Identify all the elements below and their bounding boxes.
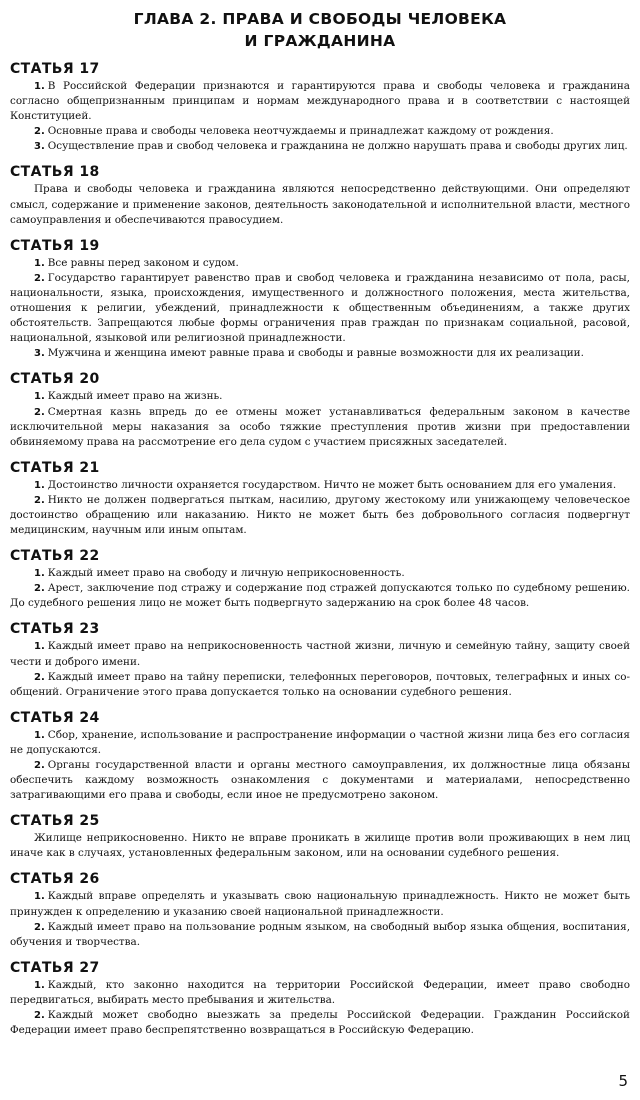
paragraph-number: 1. (34, 641, 45, 653)
article-title: СТАТЬЯ 20 (10, 371, 100, 388)
paragraph-number: 1. (34, 568, 45, 580)
article-paragraph (10, 182, 630, 227)
article-paragraph (10, 1008, 630, 1038)
paragraph-number: 2. (34, 1010, 45, 1022)
paragraph-text: Сбор, хранение, использование и распространение информации о частной жизни лица без его согласия не допускаются. (10, 728, 630, 756)
article-paragraph (10, 670, 630, 700)
articles-list (10, 60, 630, 1038)
article (10, 370, 630, 449)
article-title: СТАТЬЯ 22 (10, 548, 100, 565)
article-paragraph (10, 920, 630, 950)
paragraph-text: Права и свободы человека и гражданина являются непосредственно действующими. Они определяют смысл, содержание и применение законов, деятельность законодательной и исполнительной власти, местного самоуправления и обеспечиваются правосудием. (10, 183, 630, 226)
paragraph-text: Каждый имеет право на тайну переписки, телефонных переговоров, почтовых, телеграфных и иных сообщений. Ограничение этого права допускается только на основании судебного решения. (10, 670, 630, 698)
paragraph-number: 2. (34, 583, 45, 595)
article-paragraph (10, 493, 630, 538)
paragraph-text: Основные права и свободы человека неотчуждаемы и принадлежат каждому от рождения. (47, 125, 554, 138)
paragraph-text: Каждый вправе определять и указывать свою национальную принадлежность. Никто не может быть принужден к определению и указанию своей национальной принадлежности. (10, 890, 630, 918)
chapter-title-line-2: И ГРАЖДАНИНА (244, 32, 396, 50)
article (10, 709, 630, 803)
paragraph-number: 2. (34, 272, 45, 284)
article-paragraph (10, 79, 630, 124)
paragraph-number: 1. (34, 391, 45, 403)
paragraph-number: 2. (34, 671, 45, 683)
chapter-title-line-1: ГЛАВА 2. ПРАВА И СВОБОДЫ ЧЕЛОВЕКА (133, 10, 507, 28)
paragraph-number: 3. (34, 141, 45, 153)
paragraph-text: Каждый имеет право на неприкосновенность частной жизни, личную и семейную тайну, защиту своей чести и доброго имени. (10, 640, 630, 668)
chapter-title (10, 8, 630, 52)
article-paragraph (10, 389, 630, 404)
paragraph-text: В Российской Федерации признаются и гарантируются права и свободы человека и гражданина согласно общепризнанным принципам и нормам международного права и в соответствии с настоящей Конституцией. (10, 80, 630, 123)
paragraph-number: 1. (34, 979, 45, 991)
paragraph-number: 2. (34, 921, 45, 933)
paragraph-text: Органы государственной власти и органы местного самоуправления, их должностные лица обязаны обеспечить каждому возможность ознакомления с документами и материалами, непосредственно затрагивающими его права и свободы, если иное не предусмотрено законом. (10, 759, 630, 802)
paragraph-number: 2. (34, 494, 45, 506)
page (10, 8, 630, 1047)
article (10, 163, 630, 227)
article (10, 60, 630, 154)
paragraph-number: 1. (34, 81, 45, 92)
article-title: СТАТЬЯ 27 (10, 959, 100, 976)
article (10, 870, 630, 949)
article-title: СТАТЬЯ 17 (10, 61, 100, 77)
article-paragraph (10, 346, 630, 361)
article-paragraph (10, 139, 630, 154)
paragraph-text: Каждый может свободно выезжать за пределы Российской Федерации. Гражданин Российской Федерации имеет право беспрепятственно возвращаться в Российскую Федерацию. (10, 1009, 630, 1037)
paragraph-text: Государство гарантирует равенство прав и свобод человека и гражданина независимо от пола, расы, национальности, языка, происхождения, имущественного и должностного положения, места жительства, отношения к религии, убеждений, принадлежности к общественным объединениям, а также других обстоятельств. Запрещаются любые формы ограничения прав граждан по признакам социальной, расовой, национальной, языковой или религиозной принадлежности. (10, 271, 630, 345)
article-paragraph (10, 405, 630, 450)
article (10, 459, 630, 538)
page-number: 5 (618, 1072, 628, 1090)
article (10, 812, 630, 861)
paragraph-number: 1. (34, 891, 45, 903)
article-title: СТАТЬЯ 19 (10, 237, 100, 254)
article-paragraph (10, 978, 630, 1008)
article-title: СТАТЬЯ 26 (10, 871, 100, 888)
article (10, 959, 630, 1038)
article-paragraph (10, 478, 630, 493)
paragraph-text: Каждый имеет право на свободу и личную неприкосновенность. (47, 567, 405, 580)
paragraph-number: 1. (34, 257, 45, 269)
article-paragraph (10, 831, 630, 861)
paragraph-number: 3. (34, 348, 45, 360)
paragraph-text: Смертная казнь впредь до ее отмены может устанавливаться федеральным законом в качестве исключительной меры наказания за особо тяжкие преступления против жизни при предоставлении обвиняемому права на рассмотрение его дела судом с участием присяжных заседателей. (10, 405, 630, 448)
paragraph-text: Каждый имеет право на пользование родным языком, на свободный выбор языка общения, воспитания, обучения и творчества. (10, 920, 630, 948)
paragraph-text: Осуществление прав и свобод человека и гражданина не должно нарушать права и свободы других лиц. (47, 140, 628, 153)
article-paragraph (10, 271, 630, 346)
article (10, 547, 630, 611)
article-title: СТАТЬЯ 23 (10, 621, 100, 638)
article-title: СТАТЬЯ 21 (10, 459, 100, 476)
paragraph-number: 2. (34, 126, 45, 138)
paragraph-text: Все равны перед законом и судом. (47, 256, 239, 269)
paragraph-text: Никто не должен подвергаться пыткам, насилию, другому жестокому или унижающему человеческое достоинство обращению или наказанию. Никто не может быть без добровольного согласия подвергнут медицинским, научным или иным опытам. (10, 493, 630, 537)
article-paragraph (10, 639, 630, 669)
article-paragraph (10, 889, 630, 919)
article (10, 237, 630, 362)
article-paragraph (10, 566, 630, 581)
article-paragraph (10, 728, 630, 758)
paragraph-text: Достоинство личности охраняется государством. Ничто не может быть основанием для его умаления. (47, 478, 617, 491)
paragraph-text: Каждый имеет право на жизнь. (47, 390, 223, 403)
paragraph-text: Каждый, кто законно находится на территории Российской Федерации, имеет право свободно передвигаться, выбирать место пребывания и жительства. (10, 978, 630, 1006)
paragraph-text: Арест, заключение под стражу и содержание под стражей допускаются только по судебному решению. До судебного решения лицо не может быть подвергнуто задержанию на срок более 48 часов. (10, 582, 630, 610)
paragraph-number: 1. (34, 479, 45, 491)
paragraph-text: Мужчина и женщина имеют равные права и свободы и равные возможности для их реализации. (47, 347, 584, 360)
article-paragraph (10, 256, 630, 271)
article-title: СТАТЬЯ 18 (10, 164, 100, 181)
paragraph-number: 1. (34, 729, 45, 741)
article-title: СТАТЬЯ 25 (10, 813, 100, 830)
paragraph-number: 2. (34, 406, 45, 418)
article-paragraph (10, 124, 630, 139)
article-title: СТАТЬЯ 24 (10, 709, 100, 726)
paragraph-number: 2. (34, 760, 45, 771)
article-paragraph (10, 758, 630, 803)
paragraph-text: Жилище неприкосновенно. Никто не вправе проникать в жилище против воли проживающих в нем лиц иначе как в случаях, установленных федеральным законом, или на основании судебного решения. (10, 832, 630, 860)
article (10, 620, 630, 699)
article-paragraph (10, 581, 630, 611)
